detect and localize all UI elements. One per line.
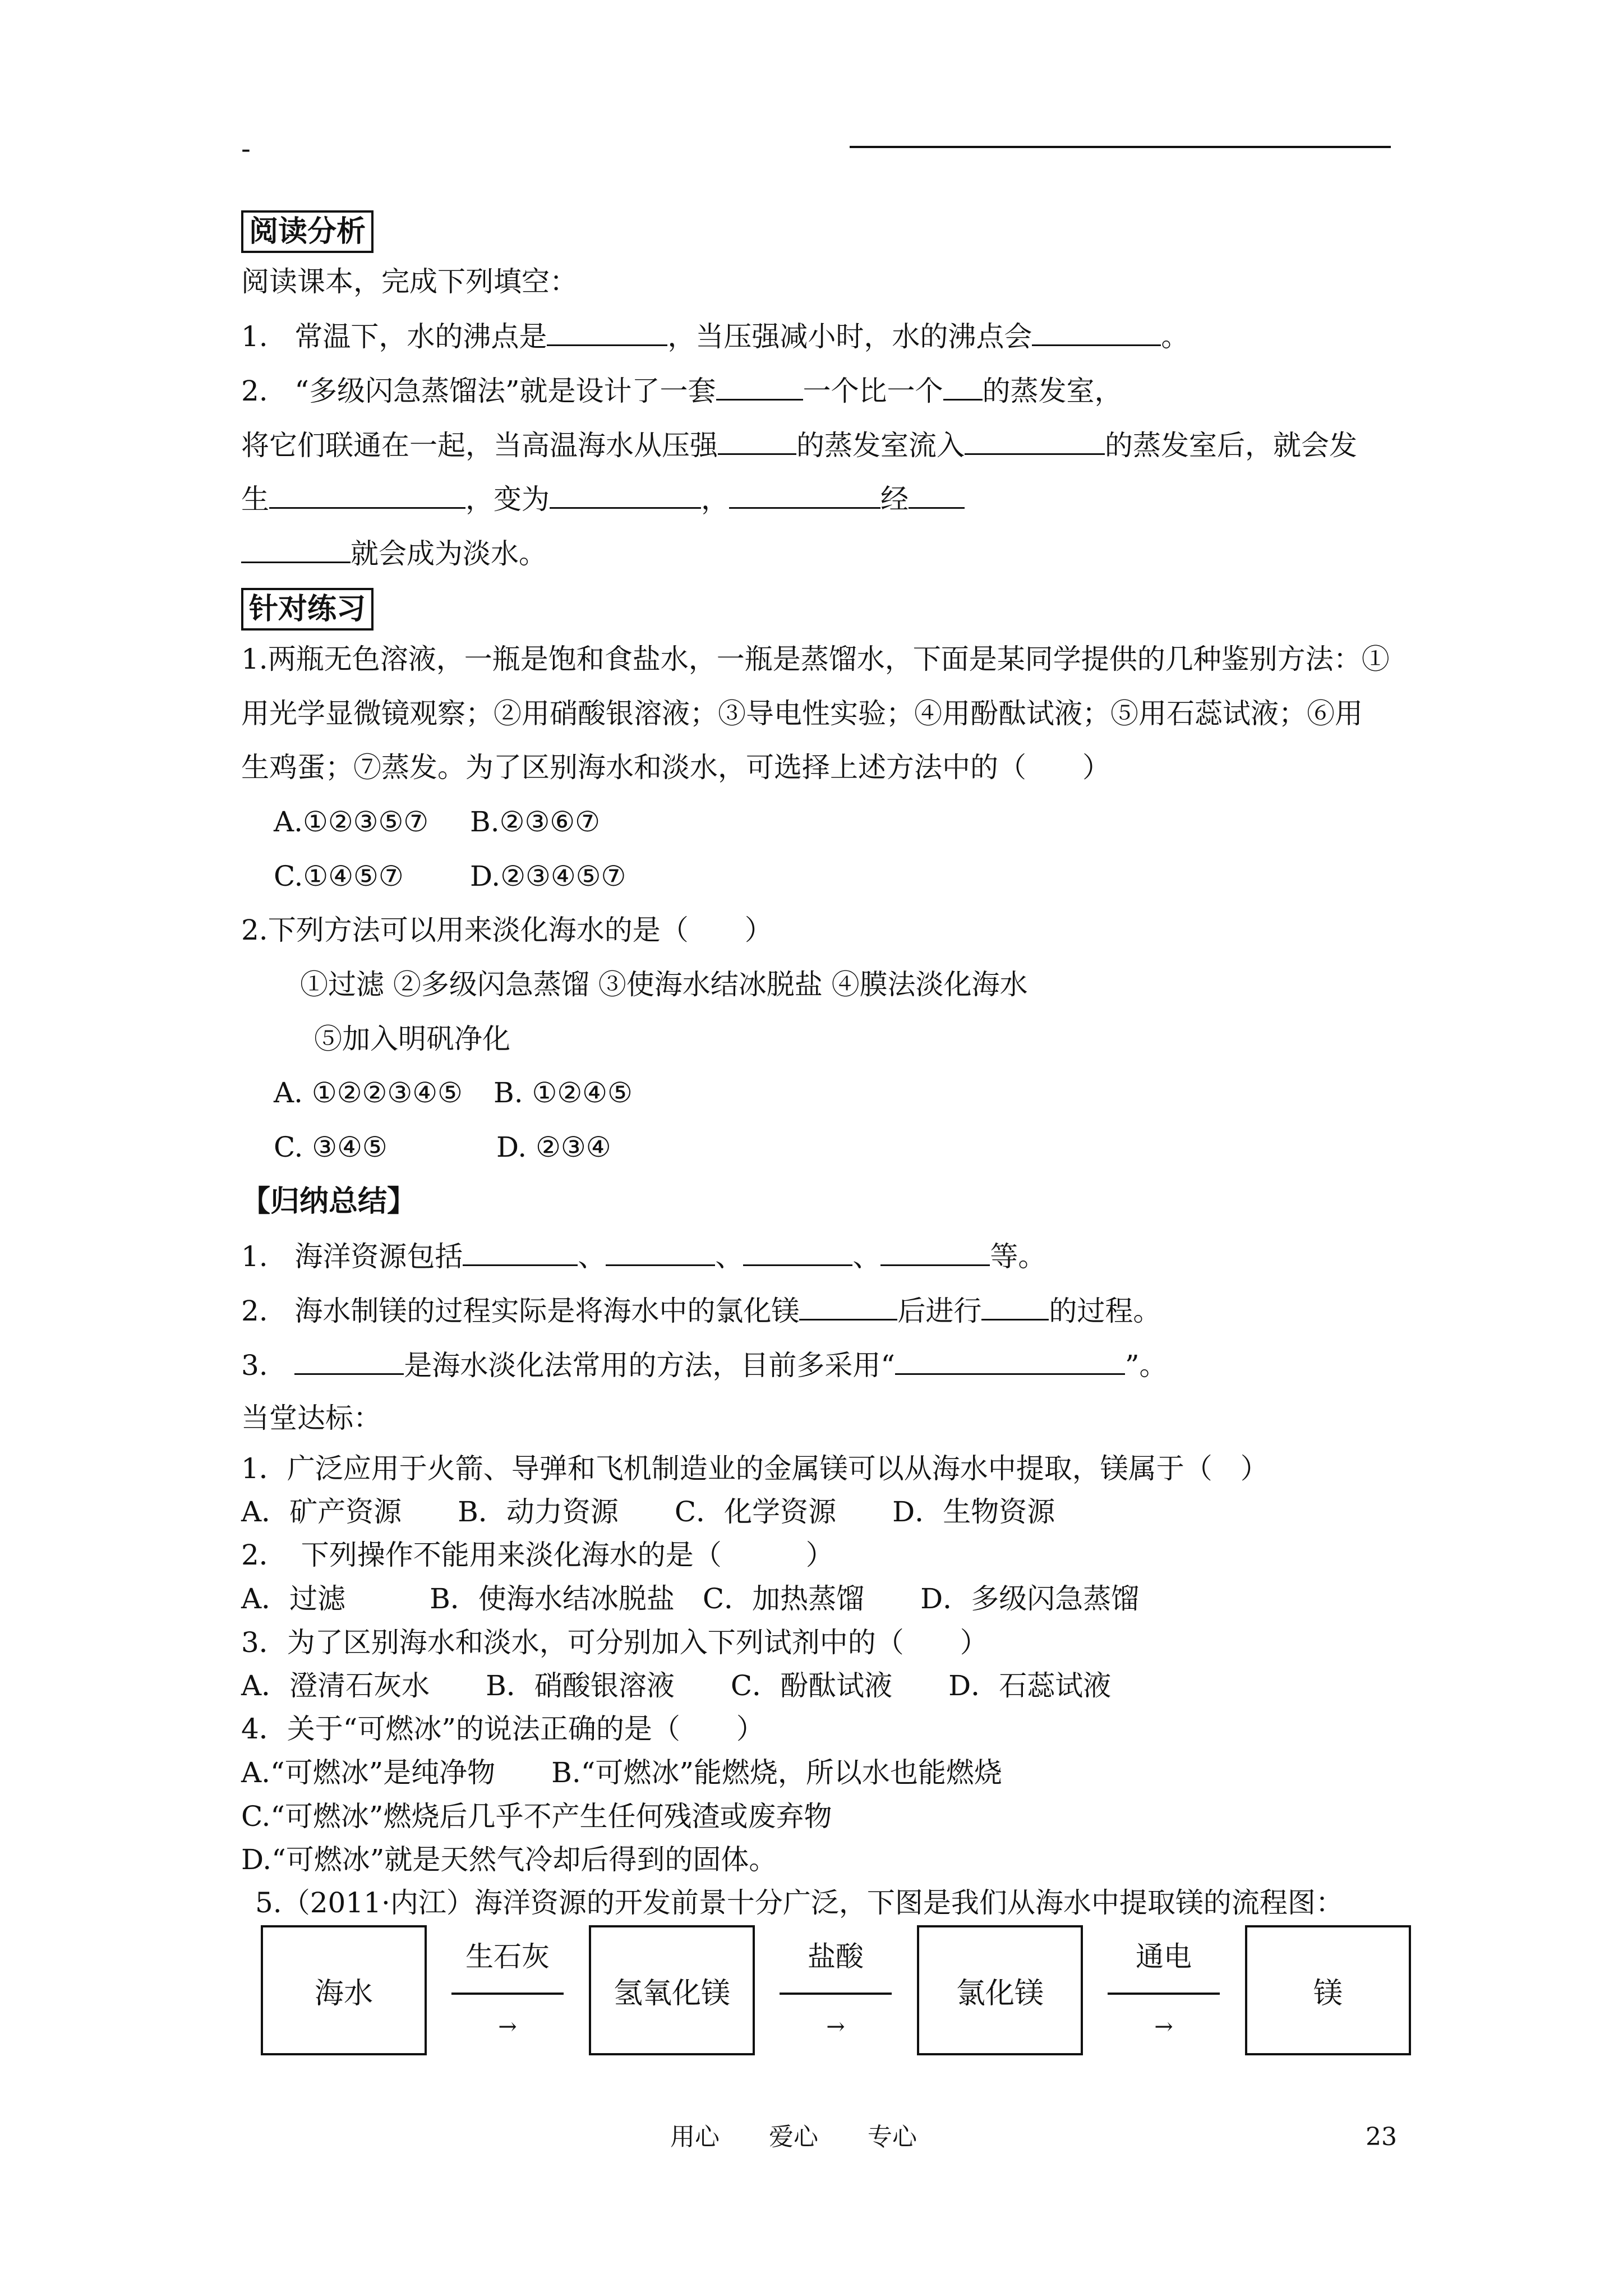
q-text: ，变为 — [465, 483, 550, 516]
practice-q2-options-line2: ⑤加入明矾净化 — [314, 1023, 510, 1055]
blank[interactable] — [269, 481, 465, 509]
q-text: ”。 — [1124, 1349, 1168, 1382]
q-text: ， — [701, 483, 729, 516]
flow-arrow-icon: → — [498, 2014, 517, 2040]
reading-q2-line2 — [241, 427, 1357, 462]
test-q4-stem: 4．关于“可燃冰”的说法正确的是（ ） — [241, 1713, 764, 1745]
blank[interactable] — [909, 481, 965, 509]
q-text: 将它们联通在一起，当高温海水从压强 — [241, 429, 718, 462]
test-q4-option-c: C.“可燃冰”燃烧后几乎不产生任何残渣或废弃物 — [241, 1800, 832, 1833]
reading-q2-line1 — [241, 373, 1123, 408]
blank[interactable] — [606, 1239, 715, 1266]
practice-q2-stem: 2.下列方法可以用来淡化海水的是（ ） — [241, 914, 773, 946]
header-rule — [850, 146, 1391, 148]
test-q5-stem: 5.（2011·内江）海洋资源的开发前景十分广泛，下图是我们从海水中提取镁的流程图： — [255, 1887, 1344, 1919]
test-q2-stem: 2． 下列操作不能用来淡化海水的是（ ） — [241, 1539, 834, 1571]
blank[interactable] — [943, 373, 983, 401]
flow-label-electrolysis: 通电 — [1136, 1940, 1192, 1973]
blank[interactable] — [965, 427, 1105, 455]
q-num: 2. — [241, 375, 268, 407]
blank[interactable] — [718, 427, 796, 455]
flow-connector-line — [780, 1993, 892, 1995]
summary-q3 — [241, 1347, 1168, 1382]
blank[interactable] — [981, 1293, 1049, 1320]
practice-q2-option-d: D. ②③④ — [496, 1131, 611, 1163]
blank[interactable] — [547, 319, 667, 346]
q-text: 海洋资源包括 — [294, 1240, 463, 1273]
section-reading-title: 阅读分析 — [241, 210, 374, 253]
q-text: ，当压强减小时，水的沸点会 — [667, 320, 1032, 353]
flow-label-hydrochloric-acid: 盐酸 — [808, 1940, 864, 1973]
section-summary-title: 【归纳总结】 — [241, 1185, 417, 1218]
q-text: 等。 — [990, 1240, 1046, 1273]
q-num: 1. — [241, 1240, 268, 1273]
test-q1-stem: 1．广泛应用于火箭、导弹和飞机制造业的金属镁可以从海水中提取，镁属于（ ） — [241, 1452, 1269, 1485]
blank[interactable] — [463, 1239, 578, 1266]
q-text: 就会成为淡水。 — [351, 537, 547, 570]
page-number: 23 — [1366, 2123, 1397, 2151]
practice-q2-option-b: B. ①②④⑤ — [494, 1076, 633, 1109]
blank[interactable] — [716, 373, 803, 401]
practice-q1-line2: 用光学显微镜观察；②用硝酸银溶液；③导电性实验；④用酚酞试液；⑤用石蕊试液；⑥用 — [241, 697, 1363, 730]
q-text: 海水制镁的过程实际是将海水中的氯化镁 — [294, 1295, 800, 1327]
reading-q1 — [241, 319, 1189, 353]
q-text: 一个比一个 — [803, 375, 943, 407]
q-num: 2. — [241, 1295, 268, 1327]
practice-q1-line1: 1.两瓶无色溶液，一瓶是饱和食盐水，一瓶是蒸馏水，下面是某同学提供的几种鉴别方法：① — [241, 643, 1390, 675]
q-text: 生 — [241, 483, 269, 516]
blank[interactable] — [550, 481, 701, 509]
q-text: 的过程。 — [1049, 1295, 1161, 1327]
blank[interactable] — [743, 1239, 852, 1266]
test-q4-option-d: D.“可燃冰”就是天然气冷却后得到的固体。 — [241, 1843, 777, 1876]
flow-box-magnesium-hydroxide: 氢氧化镁 — [589, 1925, 755, 2055]
blank[interactable] — [1032, 319, 1161, 346]
blank[interactable] — [729, 481, 880, 509]
q-num: 3. — [241, 1349, 268, 1382]
section-test-title: 当堂达标： — [241, 1402, 381, 1434]
blank[interactable] — [294, 1347, 404, 1375]
test-q2-options: A．过滤 B．使海水结冰脱盐 C．加热蒸馏 D．多级闪急蒸馏 — [241, 1582, 1140, 1615]
practice-q2-option-c: C. ③④⑤ — [274, 1131, 388, 1163]
footer-motto: 用心 爱心 专心 — [670, 2123, 917, 2151]
flow-arrow-icon: → — [1154, 2014, 1173, 2040]
practice-q1-option-a: A.①②③⑤⑦ — [274, 806, 429, 838]
reading-q2-line4 — [241, 536, 547, 570]
q-text: “多级闪急蒸馏法”就是设计了一套 — [294, 375, 716, 407]
practice-q1-option-d: D.②③④⑤⑦ — [470, 860, 626, 892]
flow-arrow-icon: → — [826, 2014, 845, 2040]
test-q4-option-ab: A.“可燃冰”是纯净物 B.“可燃冰”能燃烧，所以水也能燃烧 — [241, 1756, 1002, 1789]
q-text: 常温下，水的沸点是 — [294, 320, 547, 353]
practice-q1-option-c: C.①④⑤⑦ — [274, 860, 404, 892]
summary-q2 — [241, 1293, 1161, 1328]
practice-q2-options-line1: ①过滤 ②多级闪急蒸馏 ③使海水结冰脱盐 ④膜法淡化海水 — [300, 968, 1028, 1001]
blank[interactable] — [241, 536, 351, 563]
flow-label-quicklime: 生石灰 — [465, 1940, 550, 1973]
q-text: 后进行 — [897, 1295, 982, 1327]
test-q3-options: A．澄清石灰水 B．硝酸银溶液 C．酚酞试液 D．石蕊试液 — [241, 1669, 1112, 1702]
practice-q1-line3: 生鸡蛋；⑦蒸发。为了区别海水和淡水，可选择上述方法中的（ ） — [241, 751, 1110, 784]
test-q3-stem: 3．为了区别海水和淡水，可分别加入下列试剂中的（ ） — [241, 1626, 988, 1659]
blank[interactable] — [880, 1239, 990, 1266]
q-text: 的蒸发室， — [982, 375, 1123, 407]
flow-connector-line — [451, 1993, 564, 1995]
flow-connector-line — [1108, 1993, 1220, 1995]
test-q1-options: A．矿产资源 B．动力资源 C．化学资源 D．生物资源 — [241, 1496, 1055, 1528]
header-mark: - — [241, 132, 251, 165]
q-text: 是海水淡化法常用的方法，目前多采用“ — [404, 1349, 895, 1382]
q-text: 的蒸发室后，就会发 — [1105, 429, 1357, 462]
practice-q2-option-a: A. ①②②③④⑤ — [274, 1076, 463, 1109]
q-text: 、 — [715, 1240, 744, 1273]
q-text: 的蒸发室流入 — [796, 429, 965, 462]
q-text: 经 — [880, 483, 909, 516]
reading-intro: 阅读课本，完成下列填空： — [241, 265, 578, 298]
blank[interactable] — [895, 1347, 1125, 1375]
flow-box-seawater: 海水 — [261, 1925, 427, 2055]
q-text: 、 — [852, 1240, 881, 1273]
section-practice-title: 针对练习 — [241, 588, 374, 631]
summary-q1 — [241, 1239, 1046, 1273]
flow-box-magnesium-chloride: 氯化镁 — [917, 1925, 1083, 2055]
q-text: 。 — [1161, 320, 1189, 353]
blank[interactable] — [799, 1293, 897, 1320]
practice-q1-option-b: B.②③⑥⑦ — [470, 806, 600, 838]
q-num: 1. — [241, 320, 268, 353]
flow-box-magnesium: 镁 — [1245, 1925, 1411, 2055]
reading-q2-line3 — [241, 481, 965, 516]
q-text: 、 — [578, 1240, 606, 1273]
